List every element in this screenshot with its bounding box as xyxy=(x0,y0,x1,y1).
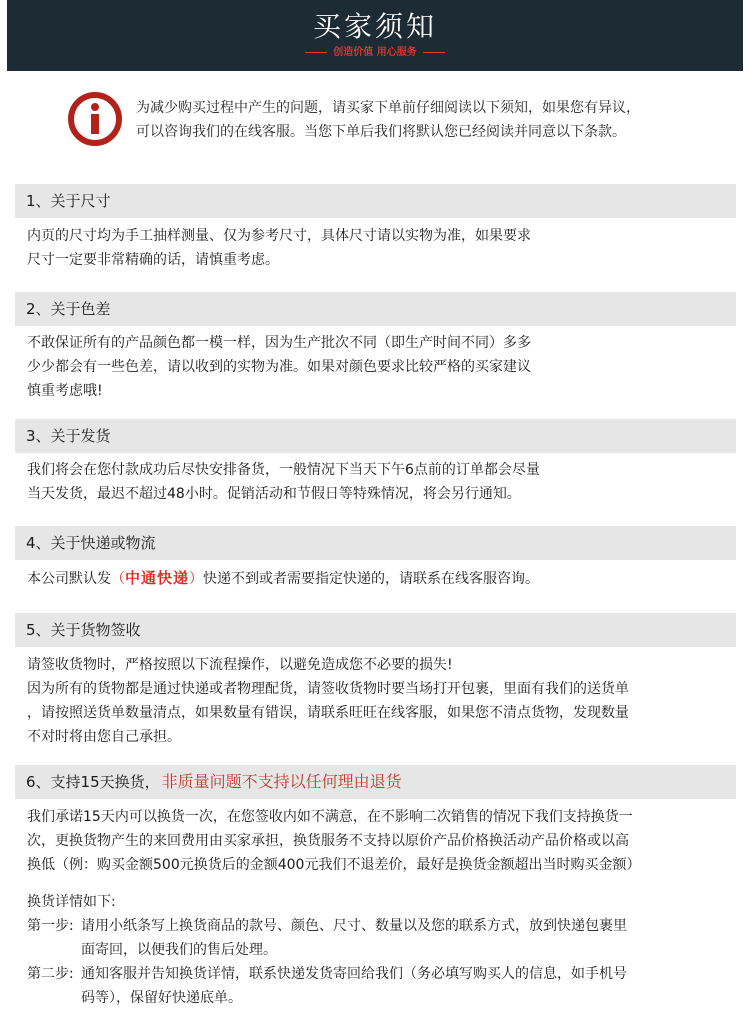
step-label: 第一步: xyxy=(27,918,74,934)
body-line: 请签收货物时，严格按照以下流程操作，以避免造成您不必要的损失! xyxy=(27,657,453,673)
section-body-color-difference xyxy=(27,331,727,403)
section-body-exchange xyxy=(27,805,727,877)
courier-suffix: 快递不到或者需要指定快递的，请联系在线客服咨询。 xyxy=(203,571,540,587)
exchange-step-2 xyxy=(27,962,727,1010)
body-line: 换低（例：购买金额500元换货后的金额400元我们不退差价，最好是换货金额超出当时购买金额） xyxy=(27,857,641,873)
step-line: 码等），保留好快递底单。 xyxy=(81,990,242,1006)
page-header xyxy=(7,0,743,71)
express-name: 中通快递 xyxy=(125,569,190,587)
section-body-shipping xyxy=(27,458,727,506)
body-line: 尺寸一定要非常精确的话，请慎重考虑。 xyxy=(27,252,279,268)
subtitle-text: 创造价值 用心服务 xyxy=(333,47,417,58)
section-body-receipt xyxy=(27,653,727,749)
exchange-step-1 xyxy=(27,914,727,962)
info-circle-icon xyxy=(68,92,122,146)
body-line: 少少都会有一些色差，请以收到的实物为准。如果对颜色要求比较严格的买家建议 xyxy=(27,359,531,375)
body-line: 当天发货，最迟不超过48小时。促销活动和节假日等特殊情况，将会另行通知。 xyxy=(27,486,521,502)
bracket-open: （ xyxy=(111,571,125,587)
body-line: 不对时将由您自己承担。 xyxy=(27,729,181,745)
section-title: 5、关于货物签收 xyxy=(26,621,141,639)
step-line: 请用小纸条写上换货商品的款号、颜色、尺寸、数量以及您的联系方式，放到快递包裹里 xyxy=(81,918,627,934)
notice-text xyxy=(136,96,736,144)
courier-prefix: 本公司默认发 xyxy=(27,571,111,587)
section-heading-exchange xyxy=(15,765,736,799)
step-line: 面寄回，以便我们的售后处理。 xyxy=(81,942,277,958)
section-heading-shipping xyxy=(15,419,736,453)
section-title: 2、关于色差 xyxy=(26,300,111,318)
step-text xyxy=(81,914,727,962)
body-line: 慎重考虑哦! xyxy=(27,383,103,399)
step-text xyxy=(81,962,727,1010)
section-title: 4、关于快递或物流 xyxy=(26,534,156,552)
exchange-details xyxy=(27,890,727,1010)
bracket-close: ） xyxy=(189,571,204,587)
step-line: 通知客服并告知换货详情，联系快递发货寄回给我们（务必填写购买人的信息，如手机号 xyxy=(81,966,627,982)
section-title: 1、关于尺寸 xyxy=(26,192,111,210)
section-heading-receipt xyxy=(15,613,736,647)
section-body-size xyxy=(27,224,727,272)
notice-line: 为减少购买过程中产生的问题，请买家下单前仔细阅读以下须知，如果您有异议， xyxy=(136,100,640,116)
section-heading-courier xyxy=(15,526,736,560)
body-line: 内页的尺寸均为手工抽样测量、仅为参考尺寸，具体尺寸请以实物为准，如果要求 xyxy=(27,228,531,244)
notice-line: 可以咨询我们的在线客服。当您下单后我们将默认您已经阅读并同意以下条款。 xyxy=(136,124,626,140)
body-line: 我们承诺15天内可以换货一次，在您签收内如不满意，在不影响二次销售的情况下我们支持换货一 xyxy=(27,809,633,825)
section-heading-size xyxy=(15,184,736,218)
body-line: 因为所有的货物都是通过快递或者物理配货，请签收货物时要当场打开包裹，里面有我们的送货单 xyxy=(27,681,629,697)
section-heading-color-difference xyxy=(15,292,736,326)
section-body-courier xyxy=(27,566,727,591)
page-title: 买家须知 xyxy=(312,10,437,43)
body-line: 不敢保证所有的产品颜色都一模一样，因为生产批次不同（即生产时间不同）多多 xyxy=(27,335,531,351)
subtitle-dash-right xyxy=(423,52,445,53)
body-line: ，请按照送货单数量清点，如果数量有错误，请联系旺旺在线客服，如果您不清点货物，发现数量 xyxy=(27,705,629,721)
subtitle-dash-left xyxy=(305,52,327,53)
section-title: 6、支持15天换货， xyxy=(26,773,160,791)
body-line xyxy=(27,566,727,591)
page-subtitle xyxy=(7,46,743,60)
section-title: 3、关于发货 xyxy=(26,427,111,445)
exchange-details-heading: 换货详情如下: xyxy=(27,894,116,910)
body-line: 次，更换货物产生的来回费用由买家承担，换货服务不支持以原价产品价格换活动产品价格或以高 xyxy=(27,833,629,849)
step-label: 第二步: xyxy=(27,966,74,982)
body-line: 我们将会在您付款成功后尽快安排备货，一般情况下当天下午6点前的订单都会尽量 xyxy=(27,462,540,478)
section-title-warning: 非质量问题不支持以任何理由退货 xyxy=(161,772,402,791)
